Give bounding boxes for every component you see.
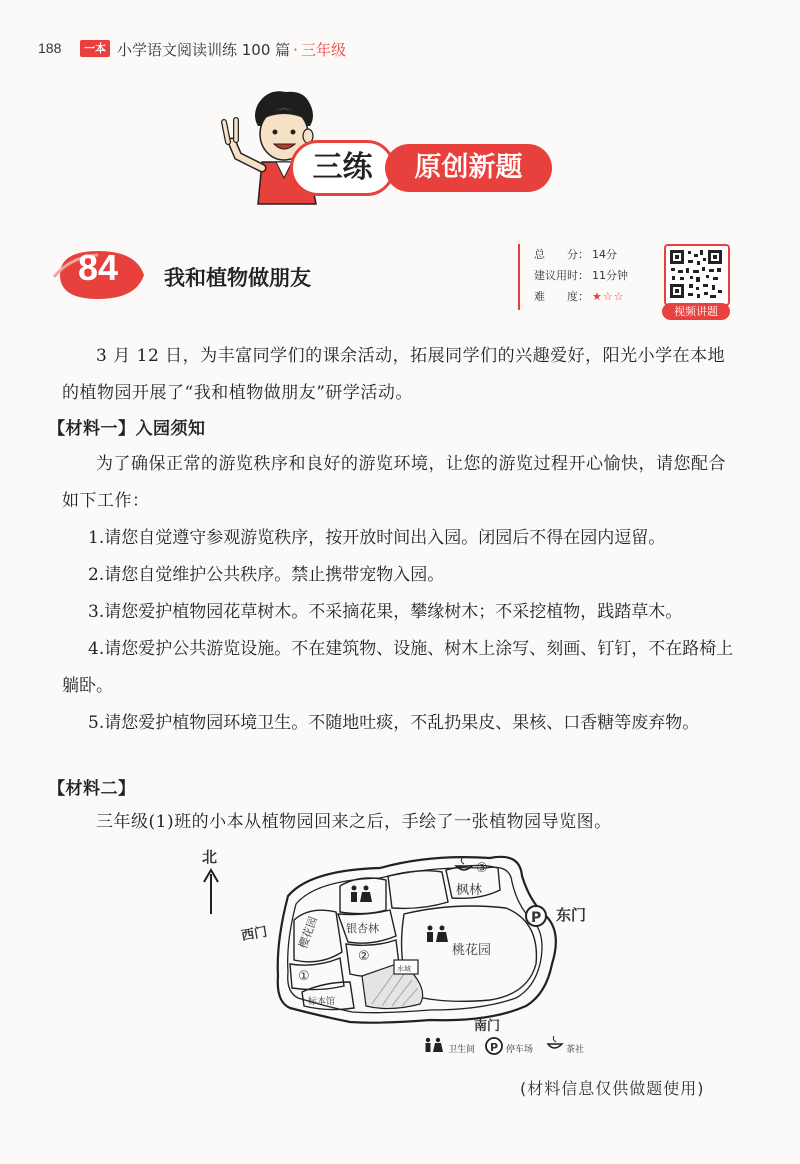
book-title [117,39,346,60]
parking-icon [526,906,546,926]
lesson-title: 我和植物做朋友 [164,266,311,290]
zone-2-label: ② [358,949,370,964]
toilet-icon [351,886,372,903]
rule-item: 3.请您爱护植物园花草树木。不采摘花果，攀缘树木；不采挖植物，践踏草木。 [88,602,683,622]
difficulty-row [534,286,658,307]
tea-icon [548,1036,562,1048]
peach-zone-label: 桃花园 [452,943,492,958]
water-zone-label: 水域 [397,965,411,973]
material2-text: 三年级(1)班的小本从植物园回来之后，手绘了一张植物园导览图。 [96,812,612,832]
qr-code-icon[interactable] [664,244,730,306]
botanical-garden-map [190,846,610,1066]
intro-paragraph: 3 月 12 日，为丰富同学们的课余活动，拓展同学们的兴趣爱好，阳光小学在本地的植物园开展了“我和植物做朋友”研学活动。 [62,346,726,403]
maple-zone-label: 枫林 [456,883,483,898]
difficulty-stars: ★☆☆ [592,290,625,303]
section-banner [290,140,552,196]
source-note: (材料信息仅供做题使用) [520,1079,705,1098]
lesson-info-box [518,244,658,310]
rule-item: 5.请您爱护植物园环境卫生。不随地吐痰，不乱扔果皮、果核、口香糖等废弃物。 [88,713,700,733]
north-label: 北 [202,848,218,866]
banner-new-questions-label: 原创新题 [385,144,552,192]
zone-3-label: ③ [476,861,488,876]
score-label: 总 分： [534,248,589,261]
cherry-zone-label: 樱花园 [296,914,321,951]
toilet-icon [427,926,448,943]
difficulty-label: 难 度： [534,290,589,303]
score-row [534,244,658,265]
video-explanation-label[interactable]: 视频讲题 [662,303,730,320]
legend [426,1036,585,1055]
legend-tea-label: 茶社 [566,1045,585,1055]
page-number: 188 [38,40,62,56]
lesson-number-badge [50,247,146,303]
parking-icon [486,1038,502,1054]
svg-text:P: P [531,910,542,926]
south-gate-label: 南门 [474,1019,501,1034]
score-value: 14分 [592,248,617,261]
zone-1-label: ① [298,969,310,984]
time-row [534,265,658,286]
svg-text:P: P [490,1041,499,1054]
time-label: 建议用时： [534,269,589,282]
brand-badge: 一本 [80,40,110,57]
book-title-text: 小学语文阅读训练 100 篇 [117,41,291,59]
west-gate-label: 西门 [240,924,269,945]
rule-item: 1.请您自觉遵守参观游览秩序，按开放时间出入园。闭园后不得在园内逗留。 [88,528,666,548]
material1-intro: 为了确保正常的游览秩序和良好的游览环境，让您的游览过程开心愉快，请您配合如下工作： [62,454,726,511]
material1-heading: 【材料一】入园须知 [48,419,206,439]
east-gate-label: 东门 [556,906,587,924]
toilet-icon [426,1038,444,1052]
rule-item: 2.请您自觉维护公共秩序。禁止携带宠物入园。 [88,565,445,585]
rule-item: 4.请您爱护公共游览设施。不在建筑物、设施、树木上涂写、刻画、钉钉，不在路椅上躺卧。 [62,639,734,696]
legend-parking-label: 停车场 [506,1045,534,1055]
title-separator: · [293,41,298,59]
banner-practice-label: 三练 [290,140,395,196]
ginkgo-zone-label: 银杏林 [346,922,379,935]
grade-label: 三年级 [300,41,346,59]
legend-toilet-label: 卫生间 [448,1045,476,1055]
museum-zone-label: 标本馆 [308,997,336,1007]
material2-heading: 【材料二】 [48,779,136,799]
time-value: 11分钟 [592,269,628,282]
maple-zone-outline [388,871,448,909]
lesson-number: 84 [77,247,119,288]
